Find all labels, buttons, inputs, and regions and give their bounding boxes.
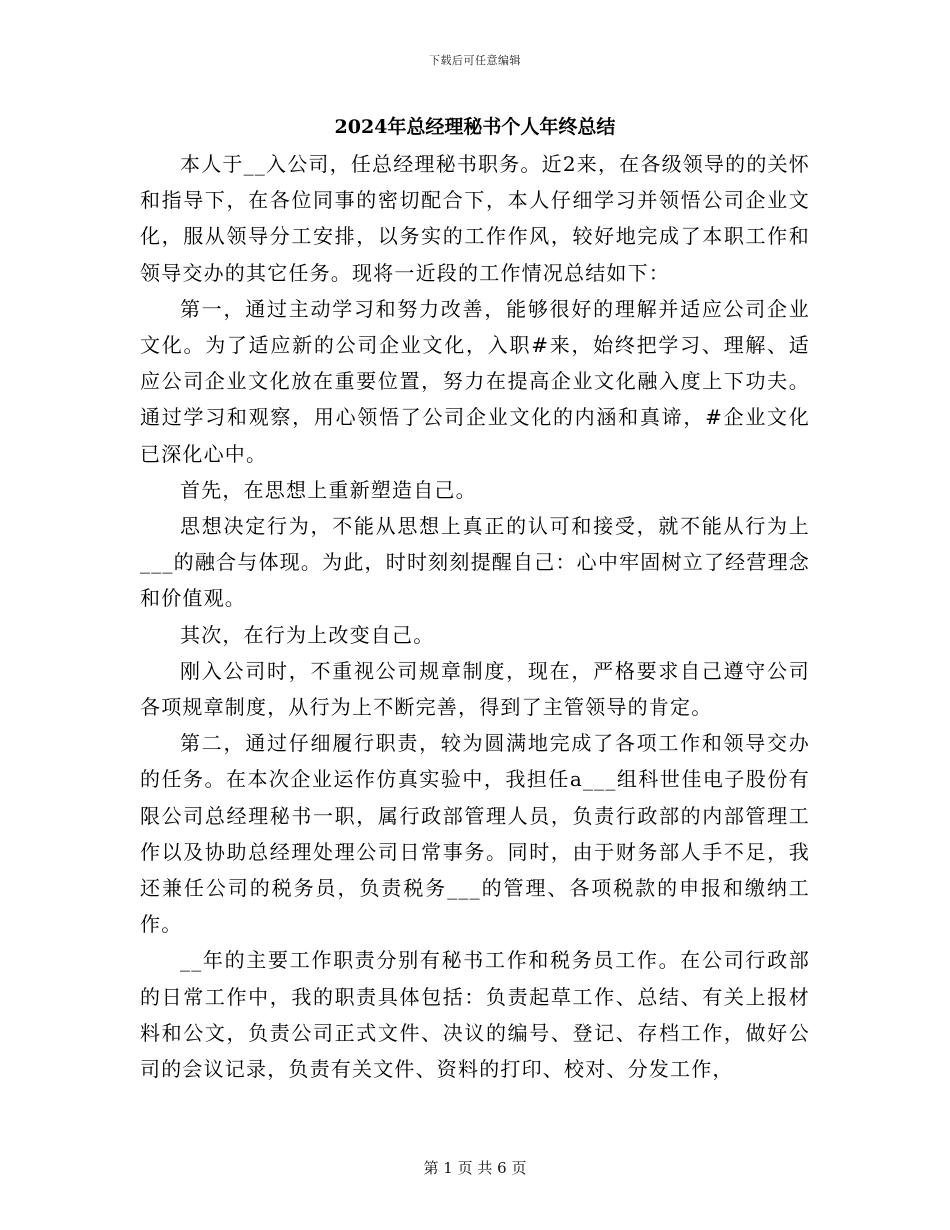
paragraph-behavior: 其次，在行为上改变自己。 [180,622,435,647]
paragraph-intro: 本人于__入公司，任总经理秘书职务。近2来，在各级领导的的关怀和指导下，在各位同事的密切配合下，本人仔细学习并领悟公司企业文化，服从领导分工安排，以务实的工作作风，较好地完成了本职工作和领导交办的其它任务。现将一近段的工作情况总结如下： [140,152,810,285]
page-footer: 第 1 页 共 6 页 [423,1159,527,1177]
paragraph-first-point: 第一，通过主动学习和努力改善，能够很好的理解并适应公司企业文化。为了适应新的公司企业文化，入职#来，始终把学习、理解、适应公司企业文化放在重要位置，努力在提高企业文化融入度上下功夫。通过学习和观察，用心领悟了公司企业文化的内涵和真谛，#企业文化已深化心中。 [140,296,810,466]
document-body [140,146,810,1087]
paragraph-duties: __年的主要工作职责分别有秘书工作和税务员工作。在公司行政部的日常工作中，我的职责具体包括：负责起草工作、总结、有关上报材料和公文，负责公司正式文件、决议的编号、登记、存档工作，做好公司的会议记录，负责有关文件、资料的打印、校对、分发工作， [140,948,810,1082]
paragraph-second-point: 第二，通过仔细履行职责，较为圆满地完成了各项工作和领导交办的任务。在本次企业运作仿真实验中，我担任a___组科世佳电子股份有限公司总经理秘书一职，属行政部管理人员，负责行政部的内部管理工作以及协助总经理处理公司日常事务。同时，由于财务部人手不足，我还兼任公司的税务员，负责税务___的管理、各项税款的申报和缴纳工作。 [140,731,810,937]
paragraph-behavior-detail: 刚入公司时，不重视公司规章制度，现在，严格要求自己遵守公司各项规章制度，从行为上不断完善，得到了主管领导的肯定。 [140,658,810,720]
paragraph-thought: 首先，在思想上重新塑造自己。 [180,477,477,502]
page-header: 下载后可任意编辑 [429,54,521,67]
document-title: 2024年总经理秘书个人年终总结 [334,116,616,138]
paragraph-thought-detail: 思想决定行为，不能从思想上真正的认可和接受，就不能从行为上___的融合与体现。为此，时时刻刻提醒自己：心中牢固树立了经营理念和价值观。 [140,514,810,611]
